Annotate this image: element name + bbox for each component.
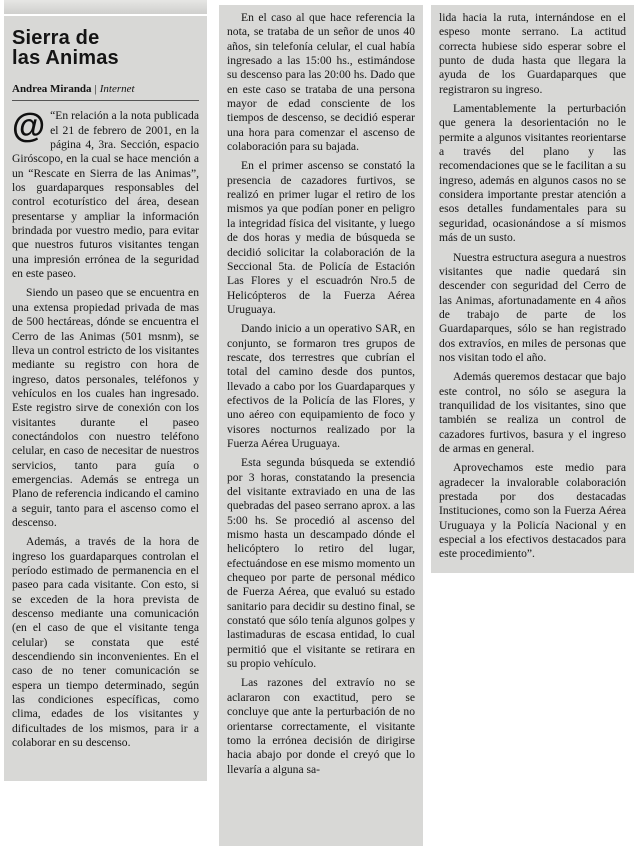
paragraph: Aprovechamos este medio para agradecer la invalorable colaboración prestada por dos destacadas Instituciones, como son la Fuerza Aérea Uruguaya y la Policía Nacional y en especial a los efectivos destacados para este procedimiento”. xyxy=(439,461,626,561)
title-line-1: Sierra de xyxy=(12,27,100,49)
clipping-top-edge xyxy=(4,0,207,14)
paragraph: Lamentablemente la perturbación que genera la desorientación no le permite a algunos visitantes reorientarse a través del plano y las recomendaciones que se le facilitan a su ingreso, además en algunos casos no se considera importante prestar atención a esos detalles fundamentales para su seguridad, ocasionándose a sí mismos más de un susto. xyxy=(439,102,626,245)
paragraph: Además, a través de la hora de ingreso los guardaparques controlan el período estimado de permanencia en el paseo para cada visitante. Con esto, si se exceden de la hora prevista de descenso mediante una comunicación (en el caso de que el visitante tenga celular) se constata que esté descendiendo sin inconvenientes. En el caso de no tener comunicación se espera un tiempo determinado, según las condiciones específicas, como clima, edades de los visitantes y dificultades de los mismos, para ir a colaborar en su descenso. xyxy=(12,535,199,750)
article-column-1 xyxy=(4,16,207,781)
article-title xyxy=(12,28,199,68)
byline xyxy=(12,82,199,101)
paragraph: Además queremos destacar que bajo este control, no sólo se asegura la tranquilidad de los visitantes, sino que también se realiza un control de cazadores furtivos, basura y el ingreso de armas en general. xyxy=(439,370,626,455)
paragraph: Las razones del extravío no se aclararon con exactitud, pero se concluye que ante la perturbación de no orientarse correctamente, el visitante tomo la errónea decisión de dirigirse hacia abajo por donde el creyó que lo llevaría a alguna sa- xyxy=(227,676,415,776)
paragraph: lida hacia la ruta, internándose en el espeso monte serrano. La actitud correcta hubiese sido esperar sobre el punto de duda hasta que llegara la ayuda de los Guardaparques que registraron su ingreso. xyxy=(439,11,626,96)
paragraph: En el caso al que hace referencia la nota, se trataba de un señor de unos 40 años, sin telefonía celular, el cual había ingresado a las 15:00 hs., estimándose su descenso para las 20:00 hs. Dado que en este caso se trataba de una persona mayor de edad consciente de los tiempos de descenso, se decidió esperar una hora para comenzar el ascenso de colaboración para su bajada. xyxy=(227,11,415,154)
paragraph: Dando inicio a un operativo SAR, en conjunto, se formaron tres grupos de rescate, dos terrestres que cubrían el total del camino desde dos puntos, llevado a cabo por los Guardaparques y efectivos de la Policía de las Flores, y uno aéreo con equipamiento de foco y visores nocturnos realizado por la Fuerza Aérea Uruguaya. xyxy=(227,322,415,450)
author-name: Andrea Miranda xyxy=(12,83,92,95)
paragraph: Nuestra estructura asegura a nuestros visitantes que nadie quedará sin descender con seguridad del Cerro de las Animas, afortunadamente en 4 años de trabajo de parte de los Guardaparques, sólo se han registrado dos extravíos, en miles de personas que nos visitan todo el año. xyxy=(439,250,626,364)
article-column-2 xyxy=(219,5,423,846)
source-label: Internet xyxy=(99,83,135,95)
paragraph: En el primer ascenso se constató la presencia de cazadores furtivos, se realizó en primer lugar el retiro de los mismos ya que podían poner en peligro la integridad física del visitante, y luego de dos horas y media de búsqueda se decidió solicitar la colaboración de la Seccional 5ta. de Policía de Estación Las Flores y el escuadrón Nro.5 de Helicópteros de la Fuerza Aérea Uruguaya. xyxy=(227,159,415,316)
paragraph: “En relación a la nota publicada el 21 de febrero de 2001, en la página 4, 3ra. Sección, espacio Giróscopo, en la cual se hace mención a un “Rescate en Sierra de las Animas”, los guardaparques responsables del control ecoturístico del área, desean presentarse y ampliar la información brindada por vuestro medio, para evitar que nuestros futuros visitantes tengan una impresión errónea de la seguridad en este paseo. xyxy=(12,109,199,281)
paragraph: Esta segunda búsqueda se extendió por 3 horas, constatando la presencia del visitante extraviado en una de las quebradas del paseo serrano aprox. a las 5:00 hs. Se procedió al ascenso del mismo hasta un descampado dónde el helicóptero lo retiro del lugar, efectuándose en ese mismo momento un chequeo por parte de personal médico de Fuerza Aérea, que evaluó su estado sanitario para decidir su destino final, se constató que sólo tenía algunos golpes y lastimaduras de escasa entidad, lo cual permitió que el visitante se retirara en su propio vehículo. xyxy=(227,456,415,671)
byline-separator: | xyxy=(94,83,97,95)
paragraph: Siendo un paseo que se encuentra en una extensa propiedad privada de mas de 500 hectáreas, dónde se encuentra el Cerro de las Animas (501 msnm), se lleva un control estricto de los visitantes mediante su registro con hora de ingreso, datos personales, teléfonos y vehículos en los cuales han ingresado. Este registro sirve de conexión con los visitantes durante el paseo conectándolos con nuestro teléfono celular, en caso de necesitar de nuestros servicios, tanto para guía o emergencias. Además se entrega un Plano de referencia indicando el camino a seguir, tanto para el ascenso como el descenso. xyxy=(12,286,199,529)
article-column-3 xyxy=(431,5,634,573)
title-line-2: las Animas xyxy=(12,47,119,69)
at-sign-icon: @ xyxy=(12,107,46,146)
